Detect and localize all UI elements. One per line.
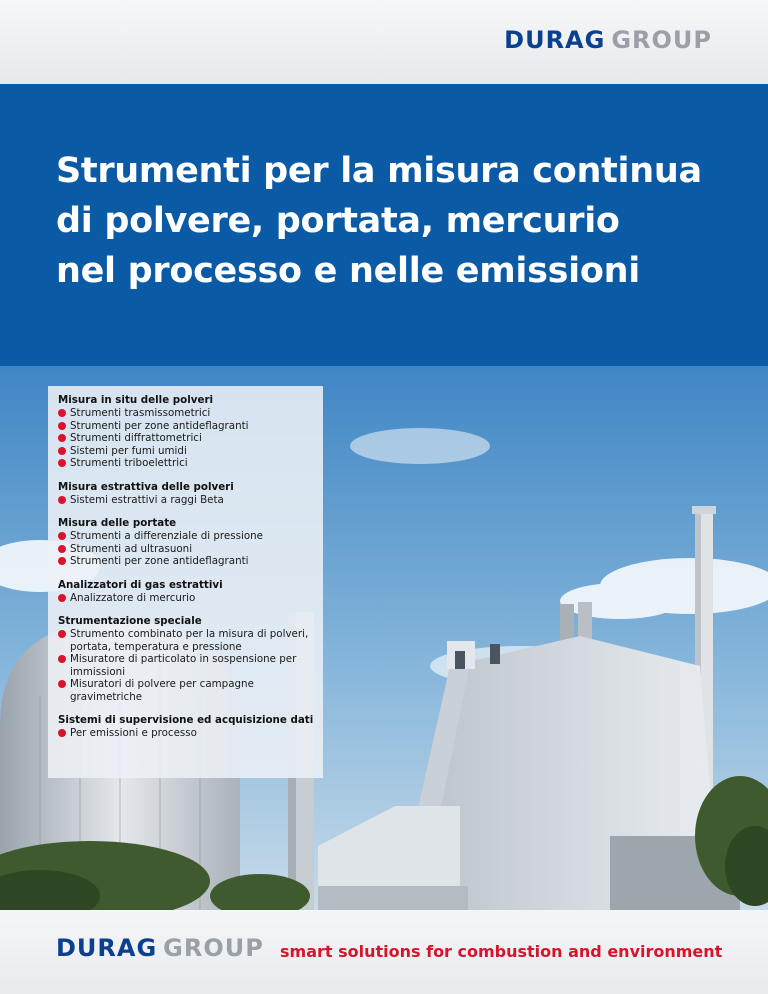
section-title: Misura in situ delle polveri — [58, 394, 214, 406]
list-item-text: Strumenti ad ultrasuoni — [70, 542, 193, 555]
title-line-2: di polvere, portata, mercurio — [56, 201, 620, 241]
hero-banner — [0, 84, 768, 366]
red-bullet-icon — [58, 459, 66, 467]
durag-group-logo — [504, 26, 712, 54]
section-extractive-dust — [58, 481, 317, 507]
list-item-text: Strumenti triboelettrici — [70, 457, 188, 469]
section-special-instruments — [58, 615, 317, 703]
section-title: Misura delle portate — [58, 517, 177, 529]
section-title: Sistemi di supervisione ed acquisizione dati — [58, 714, 314, 726]
tagline: smart solutions for combustion and environment — [280, 942, 723, 961]
list-item — [58, 592, 317, 605]
list-item — [58, 555, 317, 568]
list-item — [58, 432, 317, 445]
red-bullet-icon — [58, 557, 66, 565]
red-bullet-icon — [58, 496, 66, 504]
list-item — [58, 420, 317, 433]
list-item — [58, 445, 317, 458]
red-bullet-icon — [58, 409, 66, 417]
list-item-text: Analizzatore di mercurio — [70, 591, 196, 604]
list-item-text: Misuratore di particolato in sospensione per immissioni — [70, 653, 297, 678]
red-bullet-icon — [58, 594, 66, 602]
list-item — [58, 543, 317, 556]
list-item — [58, 407, 317, 420]
list-item-text: Strumenti a differenziale di pressione — [70, 530, 264, 542]
list-item-text: Strumenti trasmissometrici — [70, 407, 211, 419]
list-item-text: Strumento combinato per la misura di polveri, portata, temperatura e pressione — [70, 628, 309, 653]
section-gas-analyzers — [58, 579, 317, 605]
section-title: Misura estrattiva delle polveri — [58, 480, 234, 493]
top-band — [0, 0, 768, 84]
red-bullet-icon — [58, 447, 66, 455]
list-item — [58, 678, 317, 703]
footer-band — [0, 910, 768, 994]
title-line-3: nel processo e nelle emissioni — [56, 251, 640, 291]
logo-durag-text: DURAG — [504, 26, 606, 54]
list-item-text: Misuratori di polvere per campagne gravimetriche — [70, 678, 254, 703]
list-item-text: Strumenti diffrattometrici — [70, 432, 202, 444]
list-item-text: Per emissioni e processo — [70, 727, 197, 739]
section-data-acquisition — [58, 714, 317, 740]
red-bullet-icon — [58, 545, 66, 553]
list-item — [58, 530, 317, 543]
footer-logo-durag-text: DURAG — [56, 934, 158, 962]
list-item-text: Strumenti per zone antideflagranti — [70, 419, 249, 432]
section-flow — [58, 517, 317, 568]
list-item-text: Sistemi estrattivi a raggi Beta — [70, 493, 224, 506]
list-item-text: Sistemi per fumi umidi — [70, 444, 187, 457]
red-bullet-icon — [58, 434, 66, 442]
list-item — [58, 727, 317, 740]
red-bullet-icon — [58, 655, 66, 663]
red-bullet-icon — [58, 680, 66, 688]
list-item-text: Strumenti per zone antideflagranti — [70, 555, 249, 567]
red-bullet-icon — [58, 729, 66, 737]
list-item — [58, 494, 317, 507]
list-item — [58, 457, 317, 470]
footer-logo — [56, 934, 264, 962]
list-item — [58, 628, 317, 653]
section-title: Strumentazione speciale — [58, 615, 202, 627]
section-title: Analizzatori di gas estrattivi — [58, 578, 223, 591]
footer-logo-group-text: GROUP — [163, 934, 264, 962]
page-title — [56, 146, 736, 296]
list-item — [58, 653, 317, 678]
red-bullet-icon — [58, 532, 66, 540]
section-in-situ-dust — [58, 394, 317, 470]
title-line-1: Strumenti per la misura continua — [56, 151, 702, 191]
logo-group-text: GROUP — [611, 26, 712, 54]
product-list-panel — [48, 386, 323, 778]
red-bullet-icon — [58, 630, 66, 638]
red-bullet-icon — [58, 422, 66, 430]
